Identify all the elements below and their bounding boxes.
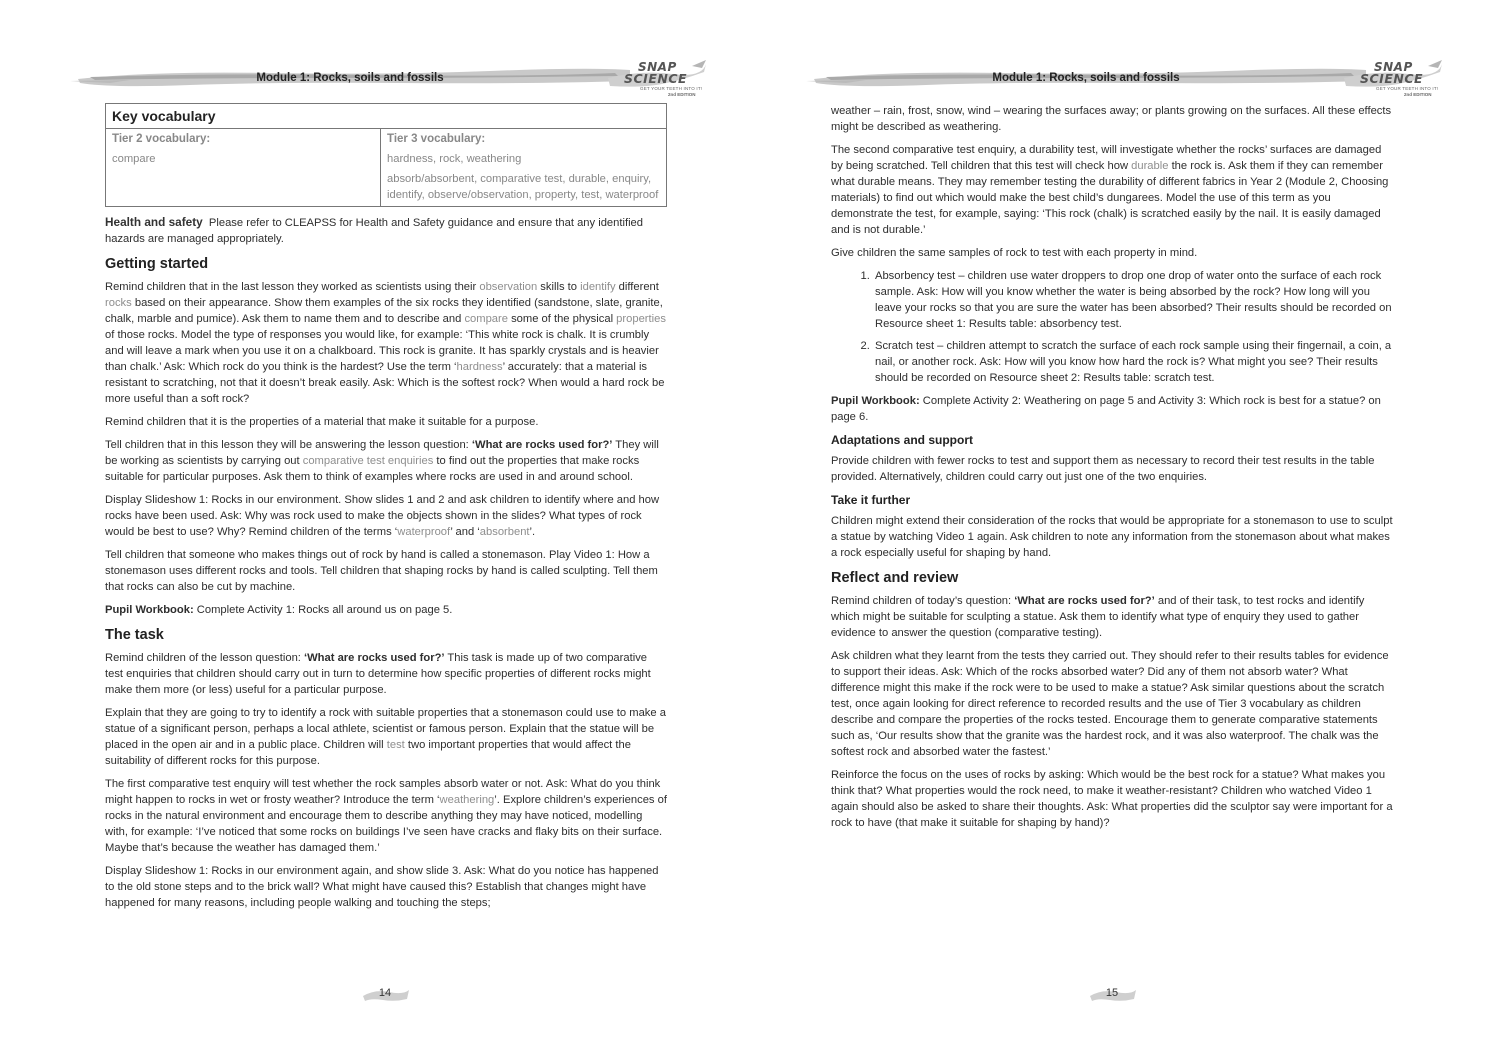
health-and-safety: Health and safety Please refer to CLEAPSS for Health and Safety guidance and ensure that any identified hazards are managed appropriately. [105,215,644,245]
take-it-further-heading: Take it further [831,493,911,507]
the-task-heading: The task [105,627,164,643]
page-14-body [105,103,667,918]
paragraph: Reinforce the focus on the uses of rocks by asking: Which would be the best rock for a statue? What makes you think that? What properties would the rock need, to make it weather-resistant? Children who watched Video 1 again should also be asked to share their thoughts. Ask: What properties did the sculptor say were important for a rock to have (that make it suitable for shaping by hand)? [831,769,1393,829]
paragraph: Display Slideshow 1: Rocks in our environment. Show slides 1 and 2 and ask children to identify where and how rocks have been used. Ask: Why was rock used to make the objects shown in the slides? What types of rock would be best to use? Why? Remind children of the terms ‘waterproof’ and ‘absorbent’. [105,494,660,538]
adaptations-heading: Adaptations and support [831,433,973,447]
module-title: Module 1: Rocks, soils and fossils [256,72,444,84]
paragraph: Tell children that someone who makes things out of rock by hand is called a stonemason. Play Video 1: How a stonemason uses different rocks and tools. Tell children that shaping rocks by hand is called sculpting. Tell them that rocks can also be cut by machine. [105,549,658,593]
snap-science-logo: SNAP SCIENCE GET YOUR TEETH INTO IT! 2nd EDITION [1338,60,1442,100]
tier3-words-a: hardness, rock, weathering [387,153,522,165]
paragraph: The first comparative test enquiry will test whether the rock samples absorb water or not. Ask: What do you think might happen to rocks in wet or frosty weather? Introduce the term ‘weathering’. Explore children’s experiences of rocks in the natural environment and encourage them to describe anything they may have noticed, modelling with, for example: ‘I’ve noticed that some rocks on buildings I’ve seen have cracks and flaky bits on their surface. Maybe that’s because the weather has damaged them.’ [105,778,667,854]
page-header [806,60,1446,100]
key-vocabulary-table [105,103,667,207]
paragraph: Give children the same samples of rock to test with each property in mind. [831,247,1198,259]
paragraph: Explain that they are going to try to identify a rock with suitable properties that a stonemason could use to make a statue of a significant person, perhaps a local athlete, scientist or famous person. Explain that the statue will be placed in the open air and in a public place. Children will test two important properties that would affect the suitability of different rocks for this purpose. [105,707,666,767]
paragraph: weather – rain, frost, snow, wind – wearing the surfaces away; or plants growing on the surfaces. All these effects might be described as weathering. [831,105,1392,133]
tier3-label: Tier 3 vocabulary: [387,133,486,145]
list-item: 1. Absorbency test – children use water droppers to drop one drop of water onto the surface of each rock sample. Ask: How will you know whether the water is being absorbed by the rock? How long will you leave your rocks so that you are sure the water has been absorbed? Their results should be recorded on Resource sheet 1: Results table: absorbency test. [873,268,1393,332]
tier2-column [106,129,381,206]
test-list [831,268,1393,386]
list-item: 2. Scratch test – children attempt to scratch the surface of each rock sample using their fingernail, a coin, a nail, or another rock. Ask: How will you know how hard the rock is? What might you see? Their results should be recorded on Resource sheet 2: Results table: scratch test. [873,338,1393,386]
tier3-words-b: absorb/absorbent, comparative test, durable, enquiry, identify, observe/observation, property, test, waterproof [387,173,659,201]
tier3-column [381,129,665,206]
page-number: 15 [1082,984,1142,1006]
paragraph: Remind children of today’s question: ‘What are rocks used for?’ and of their task, to test rocks and identify which might be suitable for sculpting a statue. Ask them to identify what type of enquiry they used to gather evidence to answer the question (comparative testing). [831,595,1365,639]
page-15 [750,0,1500,1060]
tier2-label: Tier 2 vocabulary: [112,133,211,145]
paragraph: The second comparative test enquiry, a durability test, will investigate whether the rocks’ surfaces are damaged by being scratched. Tell children that this test will check how durable the rock is. Ask them if they can remember what durable means. They may remember testing the durability of different fabrics in Year 2 (Module 2, Choosing materials) to find out which would make the best child’s dungarees. Model the use of this term as you demonstrate the test, for example, saying: ‘This rock (chalk) is scratched easily by the nail. It is easily damaged and is not durable.’ [831,144,1389,236]
paragraph: Remind children that it is the properties of a material that make it suitable for a purpose. [105,416,539,428]
page-header [70,60,710,100]
page-number: 14 [355,984,415,1006]
paragraph: Children might extend their consideration of the rocks that would be appropriate for a stonemason to use to sculpt a statue by watching Video 1 again. Ask children to note any information from the stonemason about what makes a rock especially useful for shaping by hand. [831,515,1393,559]
getting-started-heading: Getting started [105,256,209,272]
paragraph: Provide children with fewer rocks to test and support them as necessary to record their test results in the table provided. Alternatively, children could carry out just one of the two enquiries. [831,455,1375,483]
paragraph: Remind children of the lesson question: ‘What are rocks used for?’ This task is made up of two comparative test enquiries that children should carry out in turn to determine how specific properties of different rocks might make them more (or less) useful for a particular purpose. [105,652,651,696]
tier2-words: compare [112,153,156,165]
page-15-body [831,103,1393,838]
paragraph: Tell children that in this lesson they will be answering the lesson question: ‘What are rocks used for?’ They will be working as scientists by carrying out comparative test enquiries to find out the properties that make rocks suitable for particular purposes. Ask them to think of examples where rocks are used in and around school. [105,439,659,483]
paragraph: Ask children what they learnt from the tests they carried out. They should refer to their results tables for evidence to support their ideas. Ask: Which of the rocks absorbed water? Did any of them not absorb water? What difference might this make if the rock were to be used to make a statue? Ask similar questions about the scratch test, once again looking for direct reference to recorded results and the use of Tier 3 vocabulary as children describe and compare the properties of the rocks tested. Encourage them to generate comparative statements such as, ‘Our results show that the granite was the hardest rock, and it was also waterproof. The chalk was the softest rock and absorbed water the fastest.’ [831,650,1389,758]
module-title: Module 1: Rocks, soils and fossils [992,72,1180,84]
vocab-title: Key vocabulary [106,104,666,129]
pupil-workbook-note: Pupil Workbook: Complete Activity 2: Weathering on page 5 and Activity 3: Which rock is best for a statue? on page 6. [831,395,1381,423]
paragraph: Remind children that in the last lesson they worked as scientists using their observation skills to identify different rocks based on their appearance. Show them examples of the six rocks they identified (sandstone, slate, granite, chalk, marble and pumice). Ask them to name them and to describe and compare some of the physical properties of those rocks. Model the type of responses you would like, for example: ‘This white rock is chalk. It is crumbly and will leave a mark when you use it on a chalkboard. This rock is granite. It has sparkly crystals and is heavier than chalk.’ Ask: Which rock do you think is the hardest? Use the term ‘hardness’ accurately: that a material is resistant to scratching, not that it doesn’t break easily. Ask: Which is the softest rock? When would a hard rock be more useful than a soft rock? [105,281,666,405]
paragraph: Display Slideshow 1: Rocks in our environment again, and show slide 3. Ask: What do you notice has happened to the old stone steps and to the brick wall? What might have caused this? Establish that changes might have happened for many reasons, including people walking and touching the steps; [105,865,659,909]
reflect-review-heading: Reflect and review [831,570,959,586]
pupil-workbook-note: Pupil Workbook: Complete Activity 1: Rocks all around us on page 5. [105,604,453,616]
snap-science-logo: SNAP SCIENCE GET YOUR TEETH INTO IT! 2nd EDITION [602,60,706,100]
